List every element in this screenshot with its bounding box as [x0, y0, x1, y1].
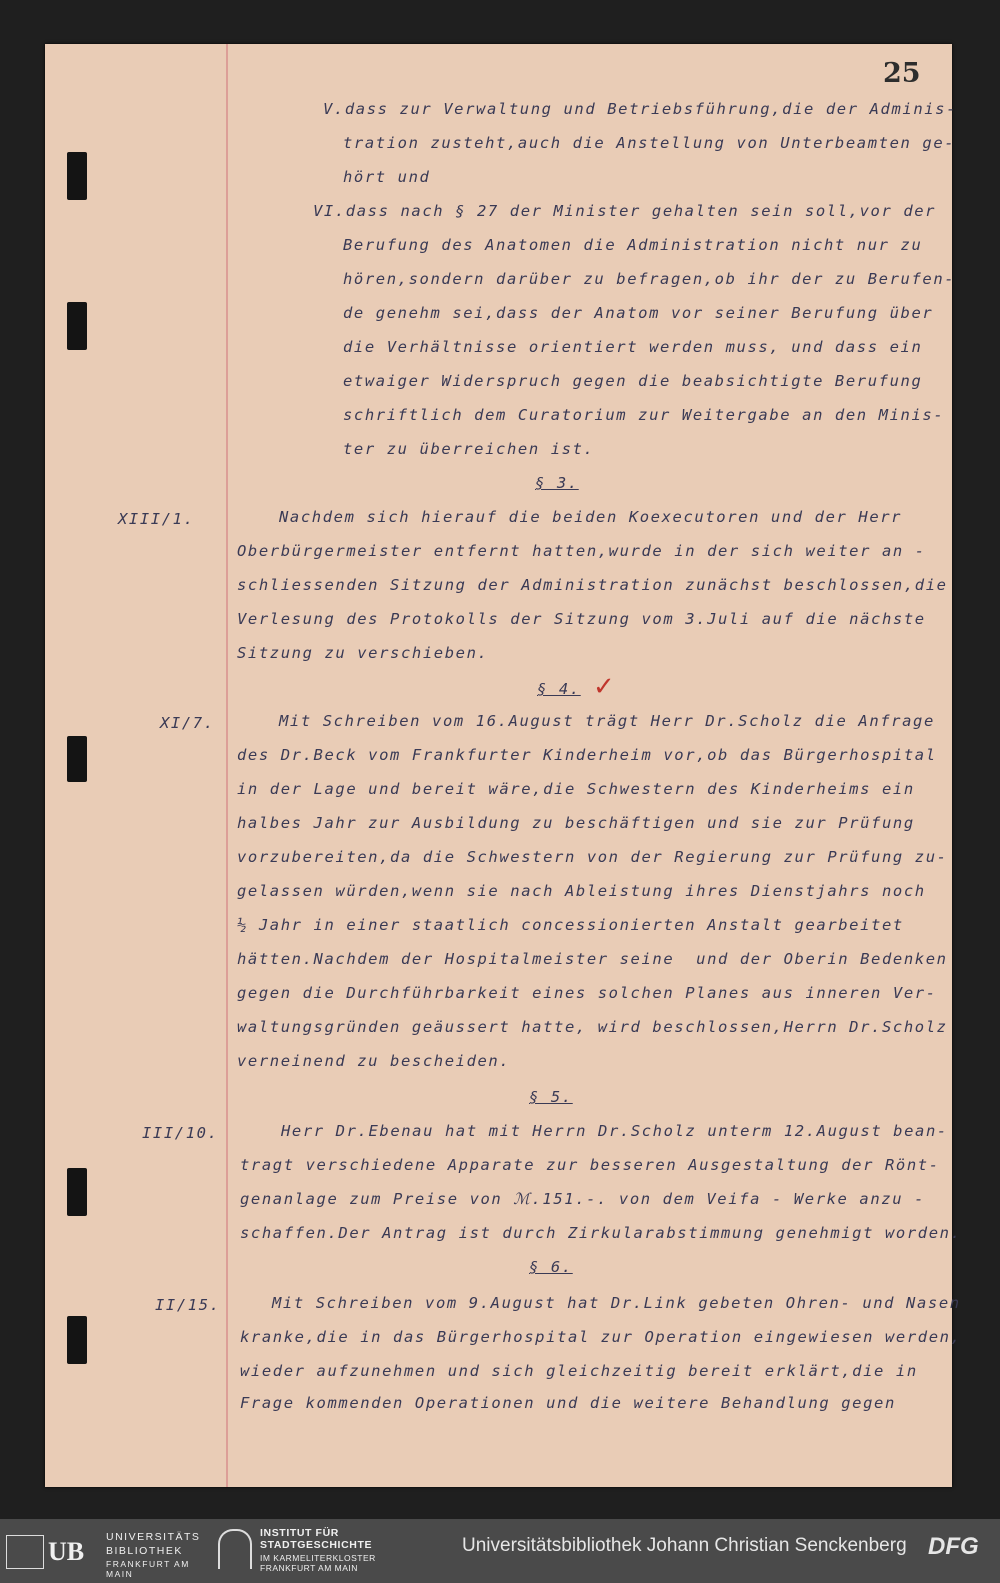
ub-logo-icon[interactable]: [6, 1529, 206, 1579]
footer-bar: [0, 1519, 1000, 1583]
text-line: Mit Schreiben vom 16.August trägt Herr Dr.Scholz die Anfrage: [279, 712, 935, 730]
section-heading: § 3.: [535, 474, 579, 492]
text-line: gelassen würden,wenn sie nach Ableistung ihres Dienstjahrs noch: [237, 882, 926, 900]
ub-line: FRANKFURT AM MAIN: [106, 1559, 190, 1579]
punch-hole: [67, 1168, 87, 1216]
ub-mark: UB: [48, 1537, 85, 1566]
text-line: hört und: [343, 168, 431, 186]
ub-line: UNIVERSITÄTS: [106, 1531, 201, 1543]
dfg-logo[interactable]: DFG: [928, 1533, 979, 1560]
text-line: Oberbürgermeister entfernt hatten,wurde in der sich weiter an -: [237, 542, 926, 560]
file-reference: II/15.: [155, 1296, 221, 1314]
text-line: Nachdem sich hierauf die beiden Koexecutoren und der Herr: [279, 508, 903, 526]
text-line: des Dr.Beck vom Frankfurter Kinderheim vor,ob das Bürgerhospital: [237, 746, 937, 764]
institute-line: IM KARMELITERKLOSTER: [260, 1553, 376, 1563]
library-name[interactable]: Universitätsbibliothek Johann Christian Senckenberg: [462, 1535, 907, 1556]
text-line: hören,sondern darüber zu befragen,ob ihr der zu Berufen-: [343, 270, 956, 288]
text-line: Berufung des Anatomen die Administration nicht nur zu: [343, 236, 923, 254]
text-line: VI.dass nach § 27 der Minister gehalten sein soll,vor der: [313, 202, 937, 220]
text-line: de genehm sei,dass der Anatom vor seiner Berufung über: [343, 304, 934, 322]
text-line: Verlesung des Protokolls der Sitzung vom 3.Juli auf die nächste: [237, 610, 926, 628]
ub-line: BIBLIOTHEK: [106, 1545, 183, 1557]
section-heading: § 6.: [529, 1258, 573, 1276]
punch-hole: [67, 1316, 87, 1364]
ub-portrait-icon: [6, 1535, 44, 1569]
margin-line: [226, 44, 228, 1487]
text-line: vorzubereiten,da die Schwestern von der Regierung zur Prüfung zu-: [237, 848, 948, 866]
text-line: waltungsgründen geäussert hatte, wird beschlossen,Herrn Dr.Scholz: [237, 1018, 948, 1036]
section-heading: § 5.: [529, 1088, 573, 1106]
text-line: gegen die Durchführbarkeit eines solchen Planes aus inneren Ver-: [237, 984, 937, 1002]
document-page: [45, 44, 962, 1487]
text-line: kranke,die in das Bürgerhospital zur Operation eingewiesen werden,: [240, 1328, 962, 1346]
text-line: verneinend zu bescheiden.: [237, 1052, 511, 1070]
text-line: tration zusteht,auch die Anstellung von Unterbeamten ge-: [343, 134, 956, 152]
text-line: etwaiger Widerspruch gegen die beabsichtigte Berufung: [343, 372, 923, 390]
punch-hole: [67, 736, 87, 782]
text-line: Frage kommenden Operationen und die weitere Behandlung gegen: [240, 1394, 896, 1412]
text-line: halbes Jahr zur Ausbildung zu beschäftigen und sie zur Prüfung: [237, 814, 915, 832]
file-reference: III/10.: [142, 1124, 219, 1142]
text-line: die Verhältnisse orientiert werden muss, und dass ein: [343, 338, 923, 356]
text-line: schaffen.Der Antrag ist durch Zirkularabstimmung genehmigt worden.: [240, 1224, 962, 1242]
text-line: genanlage zum Preise von ℳ.151.-. von dem Veifa - Werke anzu -: [240, 1190, 926, 1208]
file-reference: XIII/1.: [118, 510, 195, 528]
text-line: Mit Schreiben vom 9.August hat Dr.Link gebeten Ohren- und Nasen: [272, 1294, 961, 1312]
text-line: Sitzung zu verschieben.: [237, 644, 489, 662]
text-line: ter zu überreichen ist.: [343, 440, 595, 458]
text-line: Herr Dr.Ebenau hat mit Herrn Dr.Scholz unterm 12.August bean-: [281, 1122, 948, 1140]
section-heading: § 4.: [537, 680, 581, 698]
text-line: V.dass zur Verwaltung und Betriebsführung,die der Adminis-: [323, 100, 958, 118]
text-line: ½ Jahr in einer staatlich concessionierten Anstalt gearbeitet: [237, 916, 904, 934]
institute-arch-icon: [218, 1529, 252, 1569]
text-line: wieder aufzunehmen und sich gleichzeitig bereit erklärt,die in: [240, 1362, 918, 1380]
punch-hole: [67, 302, 87, 350]
text-line: hätten.Nachdem der Hospitalmeister seine und der Oberin Bedenken: [237, 950, 948, 968]
institute-line: STADTGESCHICHTE: [260, 1539, 373, 1551]
page-number: 25: [883, 58, 921, 89]
text-line: in der Lage und bereit wäre,die Schwestern des Kinderheims ein: [237, 780, 915, 798]
text-line: tragt verschiedene Apparate zur besseren Ausgestaltung der Rönt-: [240, 1156, 940, 1174]
punch-hole: [67, 152, 87, 200]
text-line: schliessenden Sitzung der Administration zunächst beschlossen,die: [237, 576, 948, 594]
institute-line: FRANKFURT AM MAIN: [260, 1563, 358, 1573]
checkmark-icon: ✓: [593, 672, 615, 702]
file-reference: XI/7.: [160, 714, 215, 732]
institute-line: INSTITUT FÜR: [260, 1527, 339, 1539]
institute-logo[interactable]: [218, 1527, 448, 1575]
text-line: schriftlich dem Curatorium zur Weitergabe an den Minis-: [343, 406, 945, 424]
